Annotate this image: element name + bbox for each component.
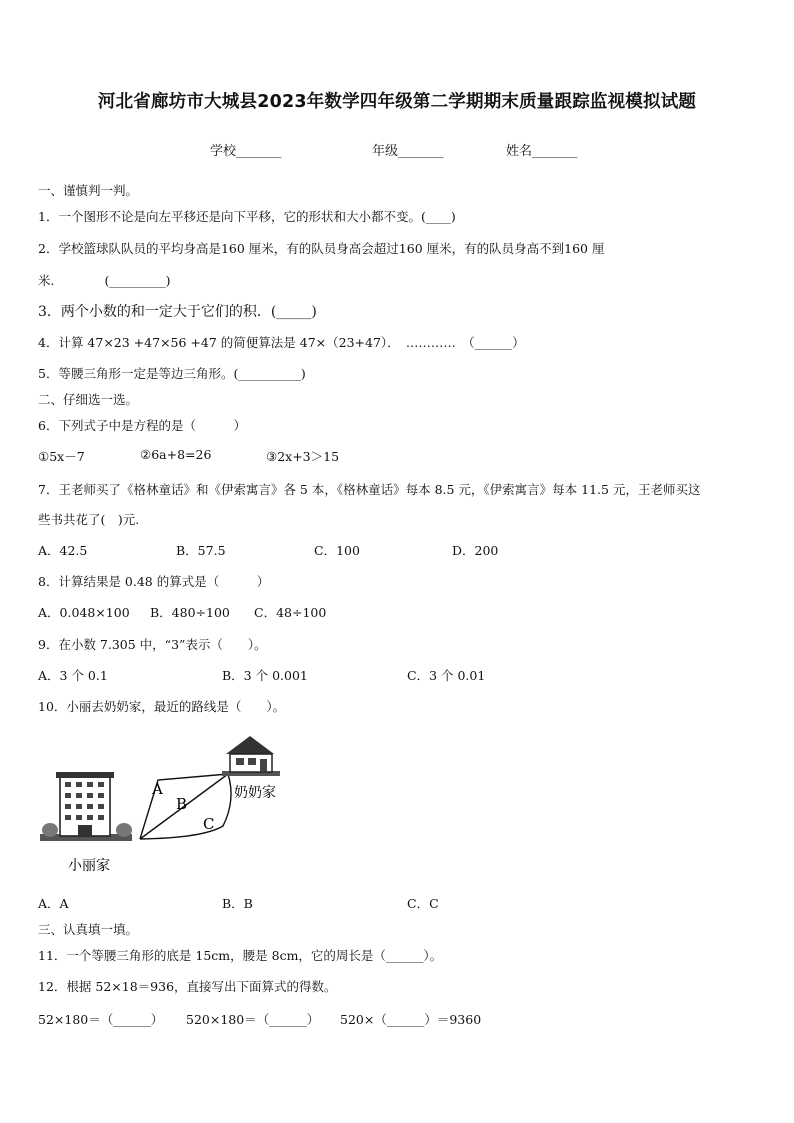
- route-label-b: B: [176, 795, 188, 813]
- question-7-line2: 些书共花了( )元.: [38, 512, 140, 527]
- question-6-option-2: ②6a+8=26: [140, 447, 212, 462]
- question-9-option-b: B．3 个 0.001: [222, 668, 308, 683]
- grandma-home-label: 奶奶家: [234, 785, 276, 801]
- route-label-c: C: [203, 815, 215, 833]
- section-3-heading: 三、认真填一填。: [38, 922, 139, 937]
- house-icon: [222, 736, 280, 776]
- route-label-a: A: [152, 780, 163, 798]
- question-2-line1: 2．学校篮球队队员的平均身高是160 厘米，有的队员身高会超过160 厘米，有的队员身高不到160 厘: [38, 241, 605, 256]
- question-6-option-1: ①5x－7: [38, 449, 85, 464]
- question-8-option-b: B．480÷100: [150, 605, 230, 620]
- question-1: 1．一个图形不论是向左平移还是向下平移，它的形状和大小都不变。(____): [38, 209, 456, 224]
- question-9-option-c: C．3 个 0.01: [407, 668, 486, 683]
- question-11: 11．一个等腰三角形的底是 15cm，腰是 8cm，它的周长是（______）。: [38, 948, 443, 963]
- page-title: 河北省廊坊市大城县2023年数学四年级第二学期期末质量跟踪监视模拟试题: [97, 92, 697, 112]
- question-12-part-2: 520×180＝（______）: [186, 1012, 320, 1027]
- xiaoli-home-label: 小丽家: [68, 858, 110, 874]
- question-8-option-c: C．48÷100: [254, 605, 327, 620]
- question-12-part-1: 52×180＝（______）: [38, 1012, 164, 1027]
- school-field[interactable]: 学校_______: [210, 144, 282, 159]
- question-7-option-c: C．100: [314, 543, 360, 558]
- question-12-part-3: 520×（______）＝9360: [340, 1012, 482, 1027]
- question-9-option-a: A．3 个 0.1: [38, 668, 108, 683]
- section-2-heading: 二、仔细选一选。: [38, 392, 139, 407]
- question-6-option-3: ③2x+3＞15: [266, 449, 340, 464]
- question-7-option-b: B．57.5: [176, 543, 226, 558]
- question-10-option-b: B．B: [222, 896, 253, 911]
- question-5: 5．等腰三角形一定是等边三角形。(__________): [38, 366, 306, 381]
- question-10-option-c: C．C: [407, 896, 439, 911]
- question-6: 6．下列式子中是方程的是（ ）: [38, 418, 246, 433]
- question-12: 12．根据 52×18＝936，直接写出下面算式的得数。: [38, 979, 337, 994]
- name-field[interactable]: 姓名_______: [506, 144, 578, 159]
- question-4: 4．计算 47×23 +47×56 +47 的简便算法是 47×（23+47）． ………… （______）: [38, 335, 525, 350]
- question-2-line2: 米. (_________): [38, 273, 171, 288]
- route-diagram: [38, 730, 308, 880]
- section-1-heading: 一、谨慎判一判。: [38, 183, 139, 198]
- question-3: 3．两个小数的和一定大于它们的积．(_____): [38, 304, 317, 320]
- question-9: 9．在小数 7.305 中，“3”表示（ ）。: [38, 637, 267, 652]
- grade-field[interactable]: 年级_______: [372, 144, 444, 159]
- question-7-line1: 7．王老师买了《格林童话》和《伊索寓言》各 5 本，《格林童话》每本 8.5 元，《伊索寓言》每本 11.5 元，王老师买这: [38, 482, 701, 497]
- question-7-option-d: D．200: [452, 543, 499, 558]
- question-7-option-a: A．42.5: [38, 543, 88, 558]
- question-8: 8．计算结果是 0.48 的算式是（ ）: [38, 574, 270, 589]
- apartment-building-icon: [40, 772, 132, 841]
- question-10: 10．小丽去奶奶家，最近的路线是（ ）。: [38, 699, 286, 714]
- question-8-option-a: A．0.048×100: [38, 605, 130, 620]
- question-10-option-a: A．A: [38, 896, 69, 911]
